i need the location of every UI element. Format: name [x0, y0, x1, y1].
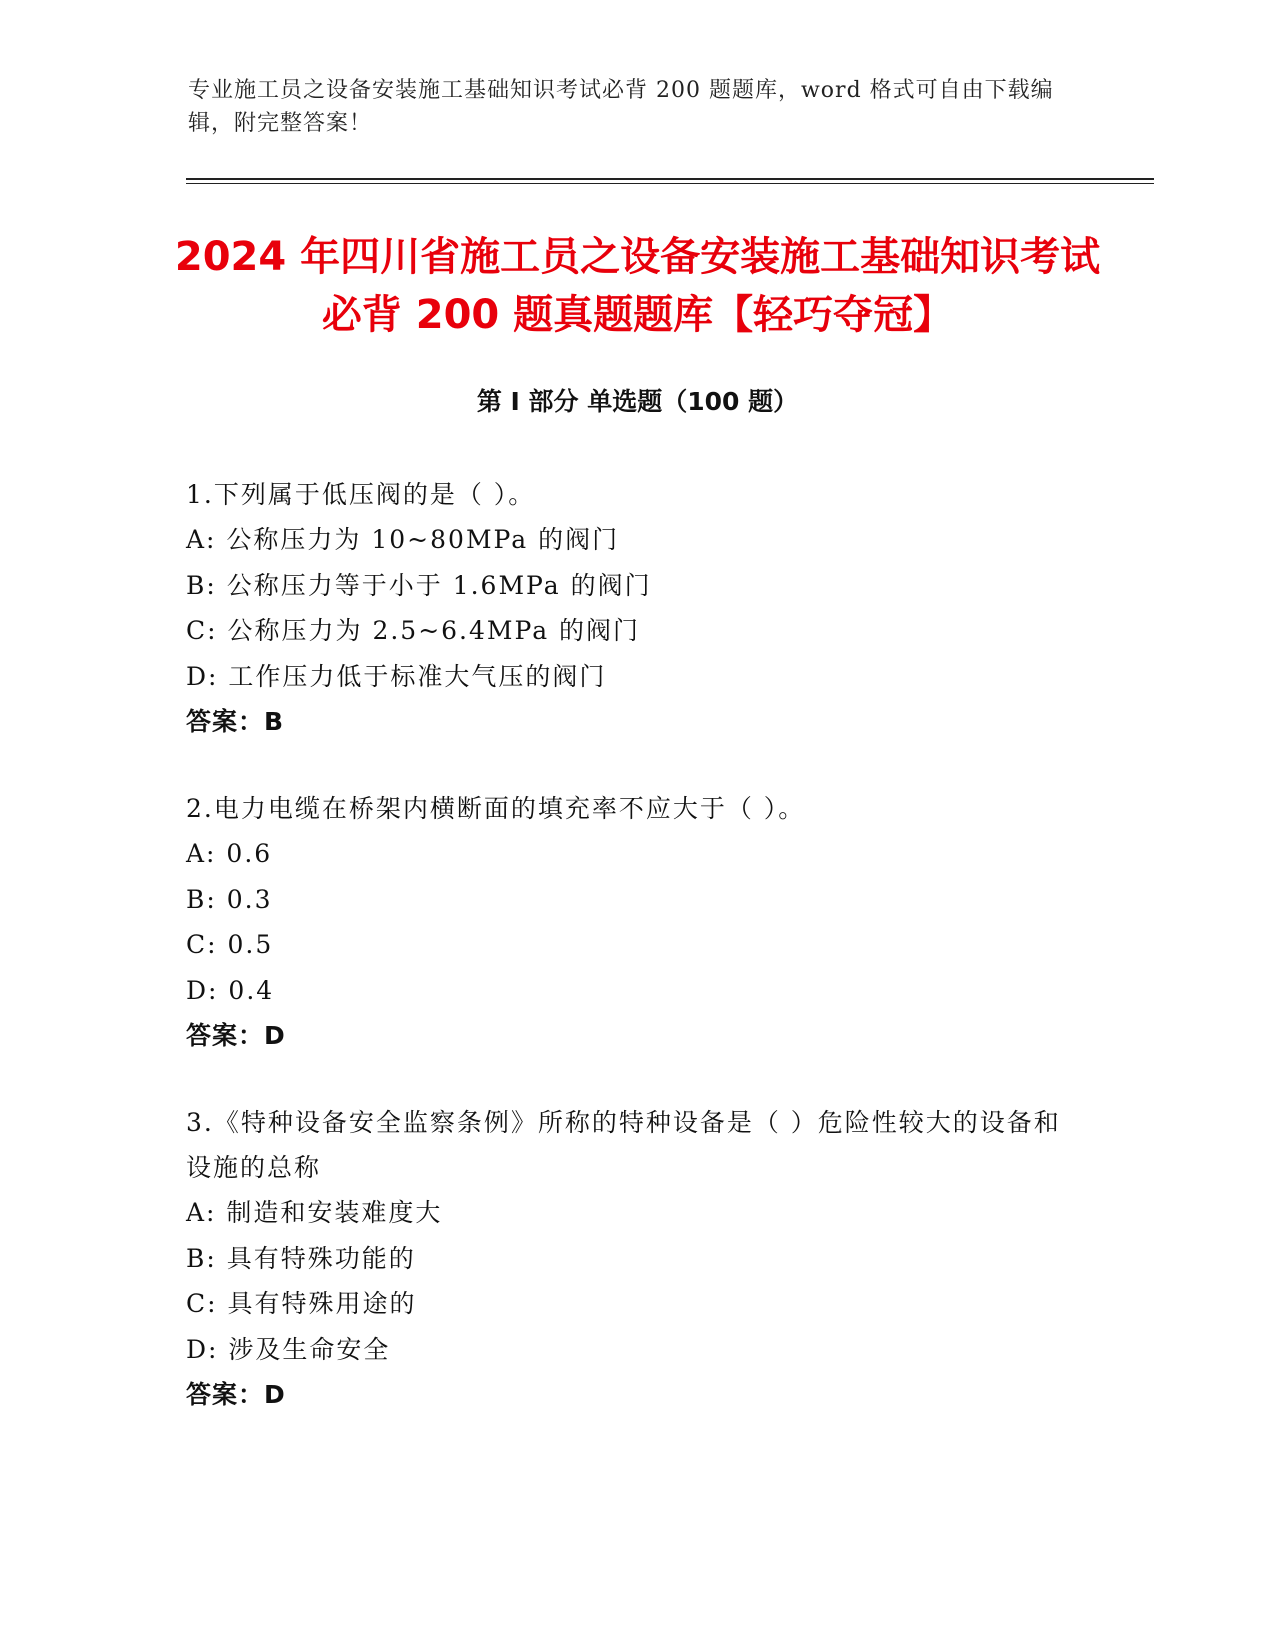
question-1 — [186, 472, 1086, 744]
question-stem: 3.《特种设备安全监察条例》所称的特种设备是（ ）危险性较大的设备和设施的总称 — [186, 1108, 1061, 1182]
option-b: B: 0.3 — [186, 884, 273, 914]
answer-label: 答案：D — [186, 1021, 286, 1050]
document-title: 2024 年四川省施工员之设备安装施工基础知识考试必背 200 题真题题库【轻巧夺冠】 — [174, 234, 1101, 338]
header-rule-thick — [186, 178, 1154, 180]
option-d: D: 工作压力低于标准大气压的阀门 — [186, 661, 607, 691]
header-note: 专业施工员之设备安装施工基础知识考试必背 200 题题库，word 格式可自由下载编辑，附完整答案！ — [188, 78, 1054, 136]
option-a: A: 公称压力为 10~80MPa 的阀门 — [186, 525, 620, 554]
option-b: B: 具有特殊功能的 — [186, 1243, 416, 1273]
answer-label: 答案：B — [186, 707, 285, 736]
option-c: C: 具有特殊用途的 — [186, 1289, 417, 1318]
option-d: D: 0.4 — [186, 975, 275, 1005]
option-c: C: 0.5 — [186, 930, 274, 959]
question-stem: 1.下列属于低压阀的是（ ）。 — [186, 480, 536, 509]
option-b: B: 公称压力等于小于 1.6MPa 的阀门 — [186, 570, 652, 600]
question-3 — [186, 1100, 1086, 1417]
section-title: 第 I 部分 单选题（100 题） — [476, 387, 799, 416]
question-2 — [186, 786, 1086, 1058]
option-a: A: 0.6 — [186, 839, 273, 868]
question-list — [186, 472, 1086, 1459]
header-rule-thin — [186, 183, 1154, 184]
option-a: A: 制造和安装难度大 — [186, 1198, 443, 1227]
question-stem: 2.电力电缆在桥架内横断面的填充率不应大于（ ）。 — [186, 794, 806, 823]
answer-label: 答案：D — [186, 1380, 286, 1409]
option-c: C: 公称压力为 2.5~6.4MPa 的阀门 — [186, 616, 641, 645]
option-d: D: 涉及生命安全 — [186, 1334, 391, 1364]
